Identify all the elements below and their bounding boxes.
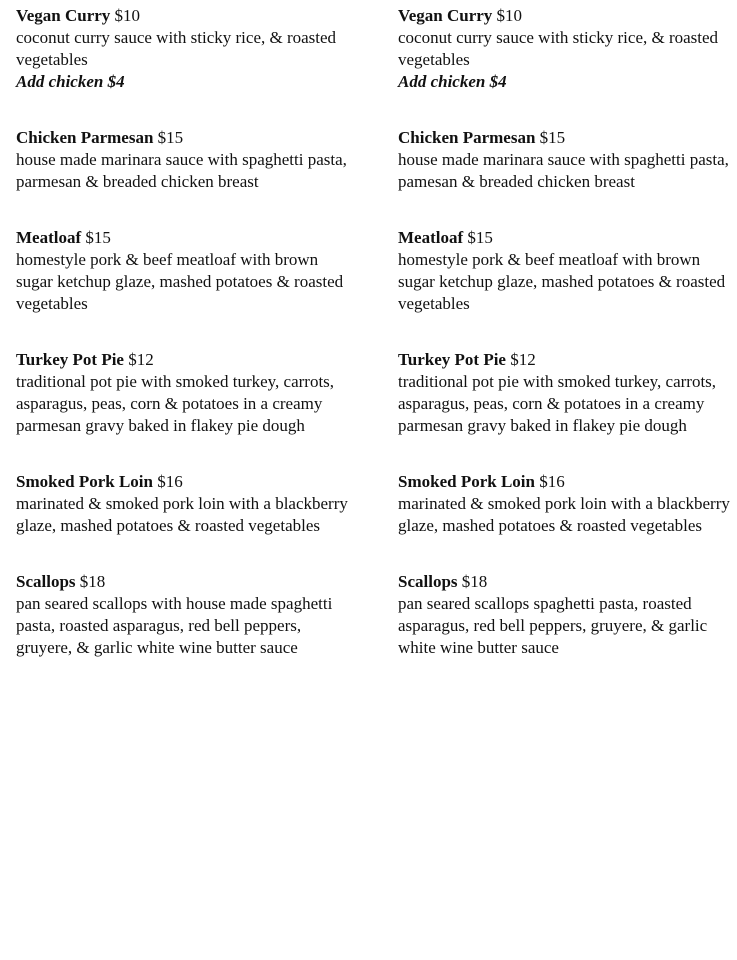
menu-item-scallops <box>16 571 356 659</box>
menu-column-right <box>398 5 737 659</box>
item-title <box>398 349 737 371</box>
item-name: Meatloaf <box>16 228 82 247</box>
item-title <box>16 5 356 27</box>
item-price: $16 <box>539 472 565 491</box>
item-title <box>16 227 356 249</box>
item-price: $18 <box>79 572 106 591</box>
menu-item-chicken-parmesan <box>398 127 737 193</box>
menu-item-vegan-curry <box>398 5 737 93</box>
item-description: marinated & smoked pork loin with a blackberry glaze, mashed potatoes & roasted vegetables <box>398 494 730 535</box>
menu-item-turkey-pot-pie <box>16 349 356 437</box>
item-price: $18 <box>461 572 488 591</box>
menu-item-scallops <box>398 571 737 659</box>
item-name: Chicken Parmesan <box>16 128 154 147</box>
item-title <box>398 5 737 27</box>
menu-item-smoked-pork-loin <box>16 471 356 537</box>
item-name: Scallops <box>398 572 458 591</box>
item-description: pan seared scallops spaghetti pasta, roasted asparagus, red bell peppers, gruyere, & garlic white wine butter sauce <box>398 594 708 657</box>
item-description: pan seared scallops with house made spaghetti pasta, roasted asparagus, red bell peppers, gruyere, & garlic white wine butter sauce <box>16 594 333 657</box>
item-title <box>398 571 737 593</box>
menu-item-turkey-pot-pie <box>398 349 737 437</box>
item-title <box>398 471 737 493</box>
menu-item-chicken-parmesan <box>16 127 356 193</box>
item-description: marinated & smoked pork loin with a blackberry glaze, mashed potatoes & roasted vegetables <box>16 494 348 535</box>
menu-column-left <box>16 5 356 659</box>
item-name: Scallops <box>16 572 76 591</box>
item-description: house made marinara sauce with spaghetti pasta, parmesan & breaded chicken breast <box>16 150 347 191</box>
item-name: Meatloaf <box>398 228 464 247</box>
item-name: Smoked Pork Loin <box>16 472 153 491</box>
item-description: traditional pot pie with smoked turkey, carrots, asparagus, peas, corn & potatoes in a creamy parmesan gravy baked in flakey pie dough <box>16 372 335 435</box>
item-description: house made marinara sauce with spaghetti pasta, pamesan & breaded chicken breast <box>398 150 729 191</box>
item-price: $12 <box>510 350 536 369</box>
item-price: $10 <box>114 6 141 25</box>
item-description: homestyle pork & beef meatloaf with brown sugar ketchup glaze, mashed potatoes & roasted vegetables <box>16 250 344 313</box>
item-price: $15 <box>539 128 566 147</box>
item-title <box>16 127 356 149</box>
item-description: homestyle pork & beef meatloaf with brown sugar ketchup glaze, mashed potatoes & roasted vegetables <box>398 250 726 313</box>
item-description: coconut curry sauce with sticky rice, & roasted vegetables <box>398 28 719 69</box>
item-description: traditional pot pie with smoked turkey, carrots, asparagus, peas, corn & potatoes in a creamy parmesan gravy baked in flakey pie dough <box>398 372 717 435</box>
item-title <box>16 571 356 593</box>
item-price: $16 <box>157 472 183 491</box>
item-description: coconut curry sauce with sticky rice, & roasted vegetables <box>16 28 337 69</box>
item-price: $12 <box>128 350 154 369</box>
item-title <box>16 349 356 371</box>
item-title <box>398 127 737 149</box>
item-name: Chicken Parmesan <box>398 128 536 147</box>
item-name: Vegan Curry <box>16 6 111 25</box>
item-price: $15 <box>85 228 111 247</box>
menu-item-meatloaf <box>16 227 356 315</box>
menu-item-smoked-pork-loin <box>398 471 737 537</box>
item-name: Vegan Curry <box>398 6 493 25</box>
item-name: Turkey Pot Pie <box>398 350 506 369</box>
item-price: $15 <box>157 128 184 147</box>
item-name: Turkey Pot Pie <box>16 350 124 369</box>
item-price: $10 <box>496 6 523 25</box>
item-title <box>16 471 356 493</box>
menu-item-meatloaf <box>398 227 737 315</box>
item-name: Smoked Pork Loin <box>398 472 535 491</box>
item-price: $15 <box>467 228 493 247</box>
item-addon: Add chicken $4 <box>398 72 507 91</box>
item-title <box>398 227 737 249</box>
item-addon: Add chicken $4 <box>16 72 125 91</box>
menu-item-vegan-curry <box>16 5 356 93</box>
